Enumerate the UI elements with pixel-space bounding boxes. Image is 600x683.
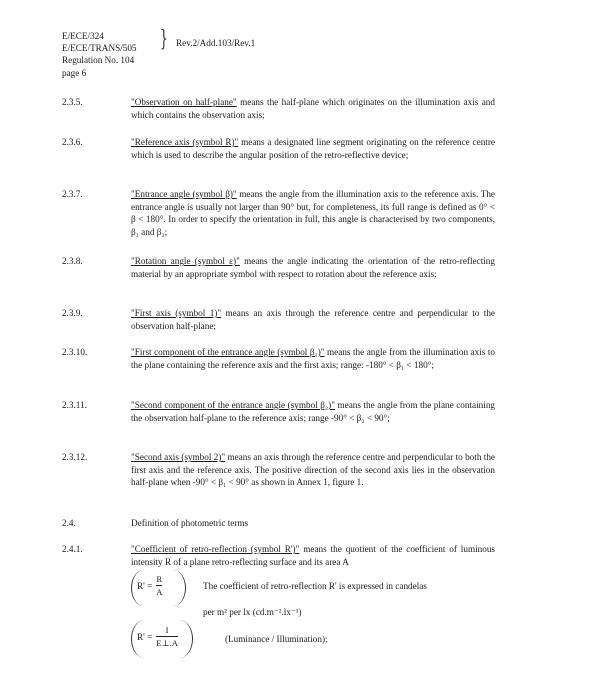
header-page-number: page 6 [62,67,87,78]
header-symbol-2: E/ECE/TRANS/505 [62,43,137,54]
defined-term: "Rotation angle (symbol ε)" [131,256,240,266]
section-paragraph [131,188,495,238]
section-heading [131,517,495,530]
defined-term: "First axis (symbol 1)" [131,308,222,318]
section-paragraph [131,346,495,371]
definition-text: means the quotient of the coefficient of luminous intensity R of a plane retro-reflecting surface and its area A [131,544,496,567]
defined-term: "Observation on half-plane" [131,97,237,107]
defined-term: "Second component of the entrance angle (symbol β₂)" [131,400,335,410]
header-regulation: Regulation No. 104 [62,55,135,66]
definition-text: means a designated line segment originating on the reference centre which is used to describe the angular position of the retro-reflective device; [131,137,495,160]
formula-coefficient [137,574,162,597]
formula-note: (Luminance / Illumination); [225,634,328,644]
section-paragraph [131,255,495,280]
section-number: 2.3.6. [62,137,83,147]
definition-text: means an axis through the reference centre and perpendicular to the observation half-plane; [131,308,495,331]
section-paragraph [131,136,495,161]
fraction-bar [156,585,162,586]
defined-term: "Coefficient of retro-reflection (symbol R')" [131,544,300,554]
defined-term: "Second axis (symbol 2)" [131,452,226,462]
section-number: 2.3.7. [62,189,83,199]
section-number: 2.3.9. [62,308,83,318]
definition-text: means the angle indicating the orientation of the retro-reflecting material by an appropriate symbol with respect to rotation about the reference axis; [131,256,495,279]
section-heading-text: Definition of photometric terms [131,518,249,528]
section-number: 2.4. [62,518,76,528]
section-paragraph [131,96,495,121]
section-number: 2.3.12. [62,452,88,462]
defined-term: "Entrance angle (symbol β)" [131,189,237,199]
definition-text: means the angle from the illumination axis to the reference axis. The entrance angle is usually not larger than 90° but, for completeness, its full range is defined as 0° < β < 180°. In order to specify the orientation in full, this angle is characterised by two components, β₁ and β₂; [131,189,495,237]
formula-denominator: A [156,587,163,597]
fraction-bar [156,636,178,637]
defined-term: "Reference axis (symbol R)" [131,137,239,147]
formula-fraction [156,625,178,648]
section-paragraph [131,307,495,332]
definition-text: means the angle from the illumination axis to the plane containing the reference axis and the first axis; range: -180° < β₁ < 180°; [131,347,495,370]
formula-lhs: R' = [137,581,153,592]
section-number: 2.3.10. [62,347,88,357]
section-paragraph [131,451,495,489]
formula-numerator: R [156,574,163,584]
definition-text: means the angle from the plane containing the observation half-plane to the reference axis; range -90° < β₂ < 90°; [131,400,496,423]
definition-text: means the half-plane which originates on the illumination axis and which contains the observation axis; [131,97,495,120]
formula-numerator: I [165,625,169,635]
formula-fraction [156,574,162,597]
header-revision: Rev.2/Add.103/Rev.1 [176,38,256,48]
formula-units: per m² per lx (cd.m⁻².lx⁻¹) [203,607,302,617]
section-paragraph [131,399,495,424]
section-number: 2.3.8. [62,256,83,266]
document-header [62,30,137,79]
formula-description: The coefficient of retro-reflection R' is expressed in candelas [203,581,427,591]
formula-lhs: R' = [137,632,153,643]
section-paragraph [131,543,495,568]
header-symbol-1: E/ECE/324 [62,31,104,41]
definition-text: means an axis through the reference centre and perpendicular to both the first axis and the reference axis. The positive direction of the second axis lies in the observation half-plane when -90° < β₁ < 90° as shown in Annex 1, figure 1. [131,452,495,488]
formula-luminance [137,625,178,648]
section-number: 2.4.1. [62,544,83,554]
section-number: 2.3.5. [62,97,83,107]
section-number: 2.3.11. [62,400,87,410]
formula-denominator: E⊥.A [156,638,178,648]
defined-term: "First component of the entrance angle (symbol β₁)" [131,347,325,357]
header-brace: } [160,27,168,52]
